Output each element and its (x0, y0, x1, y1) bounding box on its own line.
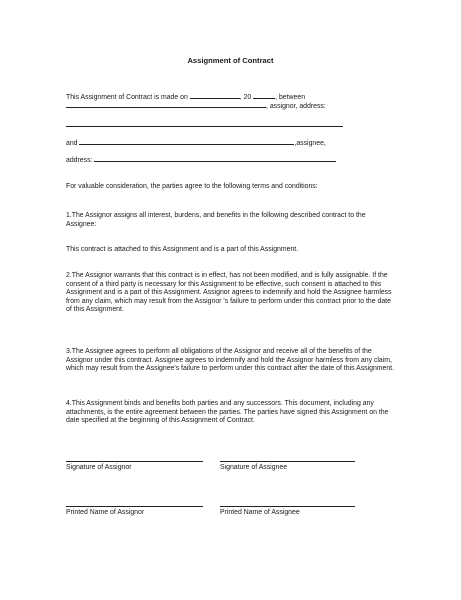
assignee-name-blank[interactable] (79, 138, 294, 145)
assignee-address-blank[interactable] (94, 155, 336, 162)
intro-line-assignor (66, 101, 396, 112)
signature-assignor-label: Signature of Assignor (66, 464, 132, 471)
and-text: and (66, 140, 78, 147)
between-text: , between (275, 94, 306, 101)
made-on-text: This Assignment of Contract is made on (66, 94, 188, 101)
attached-text: This contract is attached to this Assignment and is a part of this Assignment. (66, 246, 299, 253)
intro-line-assignee (66, 138, 396, 149)
year-prefix: , 20 (239, 94, 252, 101)
clause-4: 4.This Assignment binds and benefits both parties and any successors. This document, including any attachments, is the entire agreement between the parties. The parties have signed this Assignment on the date specified at the beginning of this Assignment of Contract. (66, 400, 389, 425)
signature-assignee-label: Signature of Assignee (220, 464, 288, 471)
year-blank[interactable] (253, 92, 275, 99)
printed-assignee-line[interactable] (220, 506, 355, 507)
clause-2: 2.The Assignor warrants that this contract is in effect, has not been modified, and is fully assignable. If the consent of a third party is necessary for this Assignment to be effective, such consent is attached to this Assignment and is a part of this Assignment. Assignor agrees to indemnify and hold the Assignee harmless from any claim, which may result from the Assignor 's failure to perform under this contract prior to the date of this Assignment. (66, 272, 392, 314)
consideration-text: For valuable consideration, the parties agree to the following terms and conditions: (66, 183, 318, 190)
assignee-suffix: ,assignee, (294, 140, 326, 147)
address-label: address: (66, 157, 93, 164)
signature-assignee-line[interactable] (220, 461, 355, 462)
intro-line-address (66, 155, 396, 166)
clause-3: 3.The Assignee agrees to perform all obligations of the Assignor and receive all of the benefits of the Assignor under this contract. Assignee agrees to indemnify and hold the Assignor harmless from any claim, which may result from the Assignee's failure to perform under this contract after the date of this Assignment. (66, 348, 395, 373)
clause-1: 1.The Assignor assigns all interest, burdens, and benefits in the following described contract to the Assignee: (66, 212, 366, 228)
date-blank[interactable] (190, 92, 240, 99)
assignor-name-blank[interactable] (66, 101, 266, 108)
printed-assignor-label: Printed Name of Assignor (66, 509, 145, 516)
printed-assignee-label: Printed Name of Assignee (220, 509, 300, 516)
printed-assignor-line[interactable] (66, 506, 203, 507)
assignor-suffix: , assignor, address: (266, 103, 326, 110)
signature-assignor-line[interactable] (66, 461, 203, 462)
assignor-address-blank[interactable] (66, 126, 343, 127)
document-title: Assignment of Contract (187, 56, 274, 65)
